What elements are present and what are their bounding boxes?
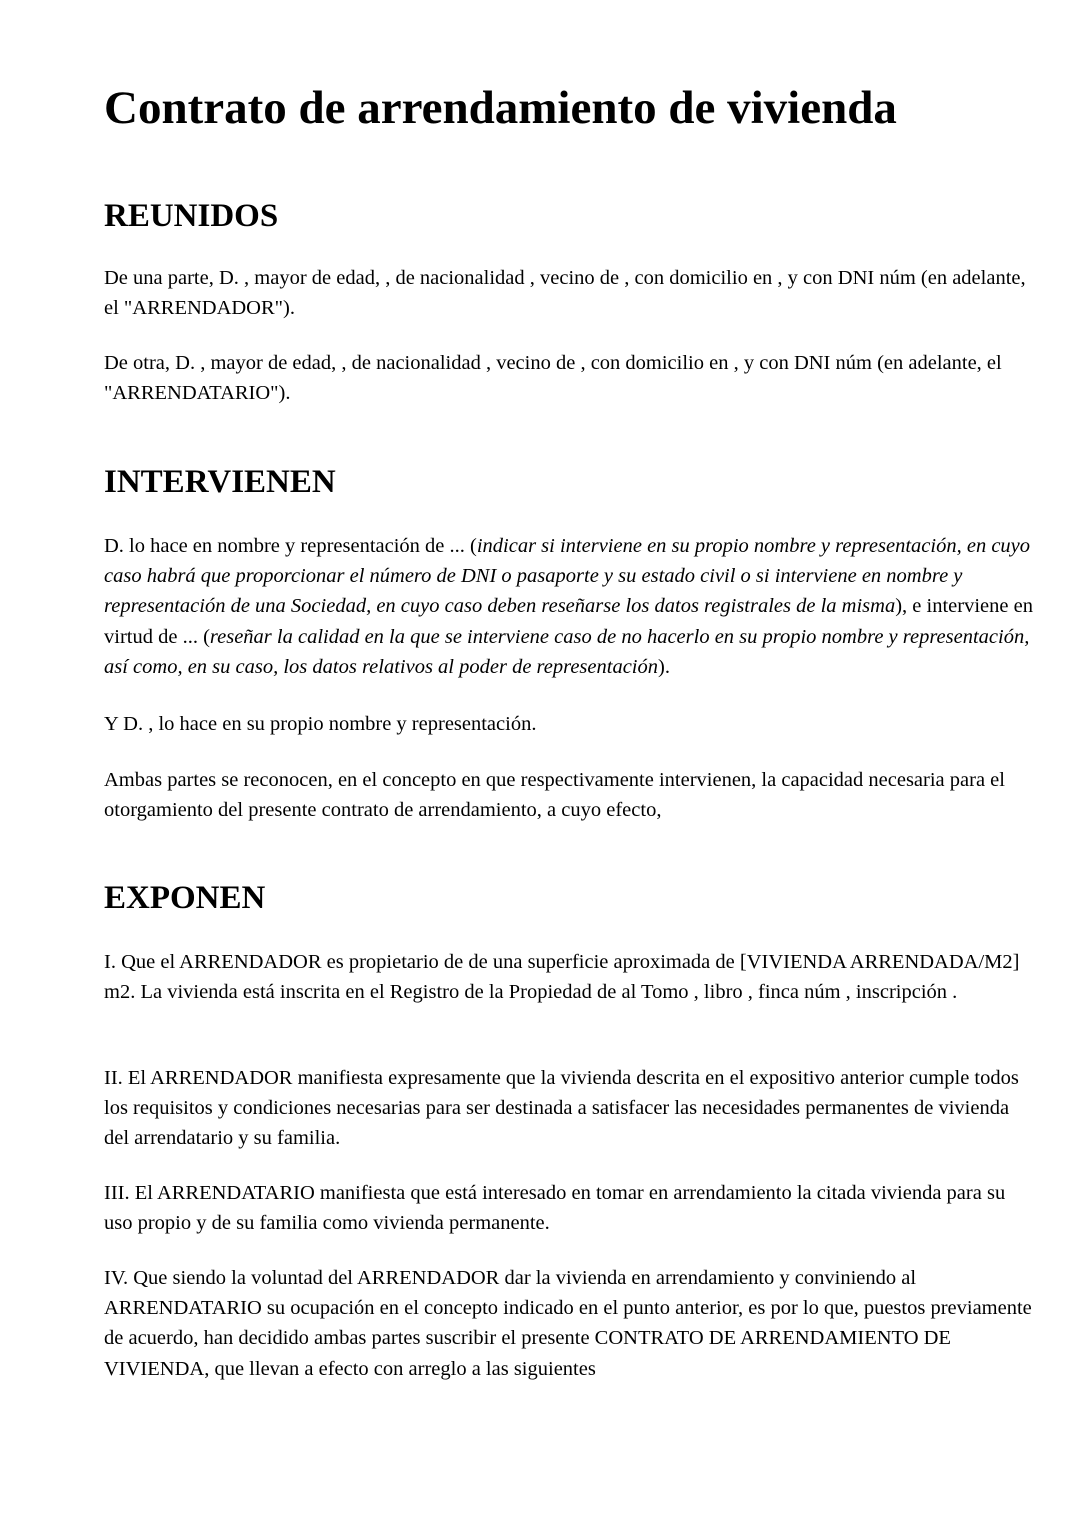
section-heading-exponen: EXPONEN: [104, 880, 266, 916]
intervienen-paragraph-representacion: [104, 531, 1034, 682]
intervienen-italic-note-1: indicar si interviene en su propio nombre y representación, en cuyo caso habrá que proporcionar el número de DNI o pasaporte y su estado civil o si interviene en nombre y representación de una Sociedad, en cuyo caso deben reseñarse los datos registrales de la misma: [104, 535, 1031, 618]
intervienen-text-1: D. lo hace en nombre y representación de ... (: [104, 535, 477, 557]
intervienen-paragraph-capacidad: Ambas partes se reconocen, en el concepto en que respectivamente intervienen, la capacidad necesaria para el otorgamiento del presente contrato de arrendamiento, a cuyo efecto,: [104, 769, 1005, 822]
document-title: Contrato de arrendamiento de vivienda: [104, 82, 897, 134]
reunidos-paragraph-arrendador: De una parte, D. , mayor de edad, , de nacionalidad , vecino de , con domicilio en , y con DNI núm (en adelante, el "ARRENDADOR").: [104, 267, 1026, 320]
exponen-paragraph-iii: III. El ARRENDATARIO manifiesta que está interesado en tomar en arrendamiento la citada vivienda para su uso propio y de su familia como vivienda permanente.: [104, 1182, 1006, 1235]
section-heading-reunidos: REUNIDOS: [104, 198, 279, 234]
intervienen-italic-note-2: reseñar la calidad en la que se interviene caso de no hacerlo en su propio nombre y representación, así como, en su caso, los datos relativos al poder de representación: [104, 625, 1030, 678]
section-heading-intervienen: INTERVIENEN: [104, 464, 336, 500]
intervienen-paragraph-propio-nombre: Y D. , lo hace en su propio nombre y representación.: [104, 713, 537, 735]
intervienen-text-2: ), e interviene en virtud de ... (: [104, 595, 1033, 648]
reunidos-paragraph-arrendatario: De otra, D. , mayor de edad, , de nacionalidad , vecino de , con domicilio en , y con DNI núm (en adelante, el "ARRENDATARIO").: [104, 352, 1002, 405]
exponen-paragraph-i: I. Que el ARRENDADOR es propietario de de una superficie aproximada de [VIVIENDA ARRENDADA/M2] m2. La vivienda está inscrita en el Registro de la Propiedad de al Tomo , libro , finca núm , inscripción .: [104, 951, 1020, 1004]
exponen-paragraph-ii: II. El ARRENDADOR manifiesta expresamente que la vivienda descrita en el expositivo anterior cumple todos los requisitos y condiciones necesarias para ser destinada a satisfacer las necesidades permanentes de vivienda del arrendatario y su familia.: [104, 1067, 1019, 1150]
exponen-paragraph-iv: IV. Que siendo la voluntad del ARRENDADOR dar la vivienda en arrendamiento y conviniendo al ARRENDATARIO su ocupación en el concepto indicado en el punto anterior, es por lo que, puestos previamente de acuerdo, han decidido ambas partes suscribir el presente CONTRATO DE ARRENDAMIENTO DE VIVIENDA, que llevan a efecto con arreglo a las siguientes: [104, 1267, 1032, 1380]
intervienen-text-3: ).: [658, 655, 670, 678]
